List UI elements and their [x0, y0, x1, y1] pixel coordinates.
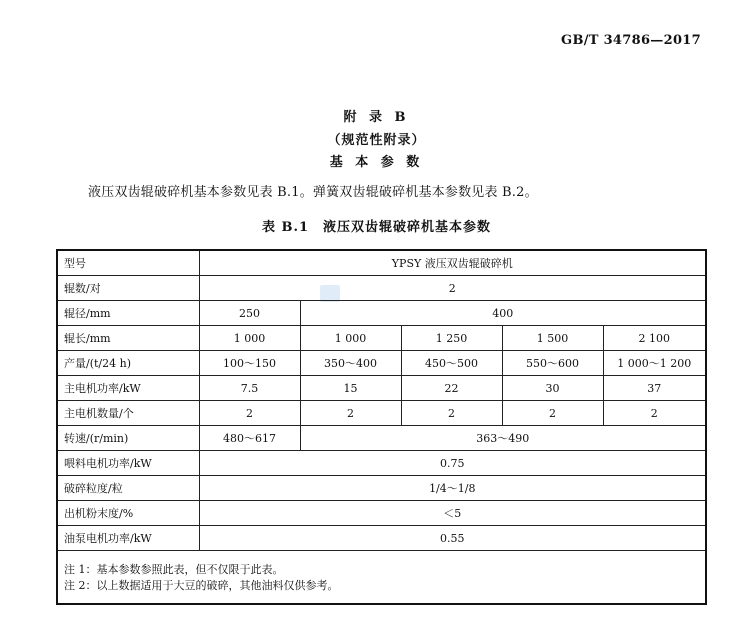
- table-row: [57, 476, 706, 501]
- row-label: 出机粉末度/%: [57, 501, 199, 526]
- cell: 2: [502, 401, 603, 426]
- cell: 0.75: [199, 451, 706, 476]
- cell: 2: [300, 401, 401, 426]
- cell: 22: [401, 376, 502, 401]
- row-label: 转速/(r/min): [57, 426, 199, 451]
- cell: ＜5: [199, 501, 706, 526]
- table-row: [57, 351, 706, 376]
- cell: 550～600: [502, 351, 603, 376]
- row-label: 辊数/对: [57, 276, 199, 301]
- cell: 2: [199, 401, 300, 426]
- row-label: 产量/(t/24 h): [57, 351, 199, 376]
- cell: 100～150: [199, 351, 300, 376]
- table-title: 表 B.1 液压双齿辊破碎机基本参数: [261, 220, 492, 235]
- table-row: [57, 401, 706, 426]
- cell: 0.55: [199, 526, 706, 551]
- table-note-row: [57, 577, 706, 604]
- row-label: 型号: [57, 250, 199, 276]
- cell: 250: [199, 301, 300, 326]
- parameter-table: [56, 249, 707, 605]
- row-label: 辊径/mm: [57, 301, 199, 326]
- row-label: 主电机功率/kW: [57, 376, 199, 401]
- table-note: 注 2：以上数据适用于大豆的破碎，其他油料仅供参考。: [57, 577, 706, 604]
- cell: 1 000～1 200: [603, 351, 706, 376]
- table-row: [57, 501, 706, 526]
- table-note: 注 1：基本参数参照此表，但不仅限于此表。: [57, 551, 706, 578]
- cell: 400: [300, 301, 706, 326]
- table-row: [57, 326, 706, 351]
- cell: 1 000: [300, 326, 401, 351]
- cell: 2 100: [603, 326, 706, 351]
- cell: 30: [502, 376, 603, 401]
- appendix-heading: 基 本 参 数: [329, 155, 424, 170]
- row-label: 辊长/mm: [57, 326, 199, 351]
- appendix-subtitle: （规范性附录）: [327, 133, 426, 148]
- table-note-row: [57, 551, 706, 578]
- cell: 7.5: [199, 376, 300, 401]
- cell: YPSY 液压双齿辊破碎机: [199, 250, 706, 276]
- cell: 1 500: [502, 326, 603, 351]
- appendix-title: 附 录 B: [343, 110, 410, 125]
- cell: 15: [300, 376, 401, 401]
- cell: 2: [199, 276, 706, 301]
- row-label: 喂料电机功率/kW: [57, 451, 199, 476]
- table-row: [57, 301, 706, 326]
- cell: 450～500: [401, 351, 502, 376]
- intro-paragraph: 液压双齿辊破碎机基本参数见表 B.1。弹簧双齿辊破碎机基本参数见表 B.2。: [88, 185, 538, 200]
- row-label: 主电机数量/个: [57, 401, 199, 426]
- row-label: 油泵电机功率/kW: [57, 526, 199, 551]
- cell: 480～617: [199, 426, 300, 451]
- table-row: [57, 526, 706, 551]
- table-row: [57, 451, 706, 476]
- cell: 363～490: [300, 426, 706, 451]
- table-row: [57, 276, 706, 301]
- cell: 2: [401, 401, 502, 426]
- cell: 350～400: [300, 351, 401, 376]
- cell: 2: [603, 401, 706, 426]
- cell: 1 250: [401, 326, 502, 351]
- table-row: [57, 250, 706, 276]
- cell: 1 000: [199, 326, 300, 351]
- table-row: [57, 376, 706, 401]
- standard-code: GB/T 34786—2017: [561, 33, 701, 48]
- cell: 37: [603, 376, 706, 401]
- table-row: [57, 426, 706, 451]
- cell: 1/4～1/8: [199, 476, 706, 501]
- row-label: 破碎粒度/粒: [57, 476, 199, 501]
